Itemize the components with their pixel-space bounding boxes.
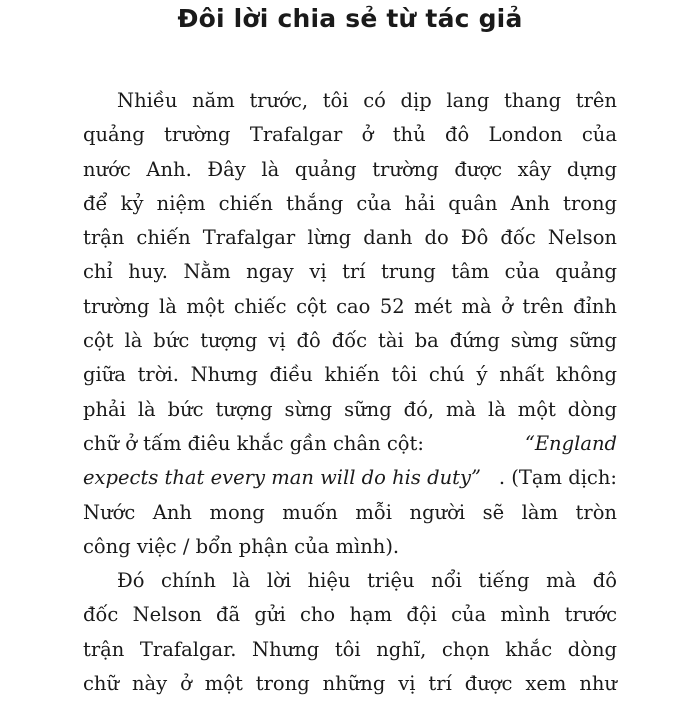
text-segment: . (Tạm dịch: [498,466,617,490]
quote-text: “England [524,431,617,455]
text-line: chỉ huy. Nằm ngay vị trí trung tâm của quảng [83,260,617,284]
text-line: trường là một chiếc cột cao 52 mét mà ở trên đỉnh [83,294,617,318]
text-line: cột là bức tượng vị đô đốc tài ba đứng sừng sững [83,329,617,353]
text-line [83,461,617,495]
text-line: công việc / bổn phận của mình). [83,534,400,558]
text-line: phải là bức tượng sừng sững đó, mà là một dòng [83,397,617,421]
text-line: quảng trường Trafalgar ở thủ đô London của [83,123,617,147]
text-line: giữa trời. Nhưng điều khiến tôi chú ý nhất không [83,363,617,387]
text-line: Nước Anh mong muốn mỗi người sẽ làm tròn [83,500,617,524]
quote-text: expects that every man will do his duty” [83,466,481,490]
text-line: đốc Nelson đã gửi cho hạm đội của mình trước [83,603,617,627]
body-text [83,84,617,701]
text-line: Đó chính là lời hiệu triệu nổi tiếng mà đô [117,569,617,593]
text-line: trận chiến Trafalgar lừng danh do Đô đốc Nelson [83,226,617,250]
text-line: chữ này ở một trong những vị trí được xem như [83,672,617,696]
text-segment: chữ ở tấm điêu khắc gần chân cột: [83,431,431,455]
text-line: để kỷ niệm chiến thắng của hải quân Anh trong [83,191,617,215]
text-line: trận Trafalgar. Nhưng tôi nghĩ, chọn khắc dòng [83,637,617,661]
text-line: nước Anh. Đây là quảng trường được xây dựng [83,157,617,181]
page-title: Đôi lời chia sẻ từ tác giả [177,4,523,33]
text-line: Nhiều năm trước, tôi có dịp lang thang trên [117,89,617,112]
text-line [83,427,617,461]
